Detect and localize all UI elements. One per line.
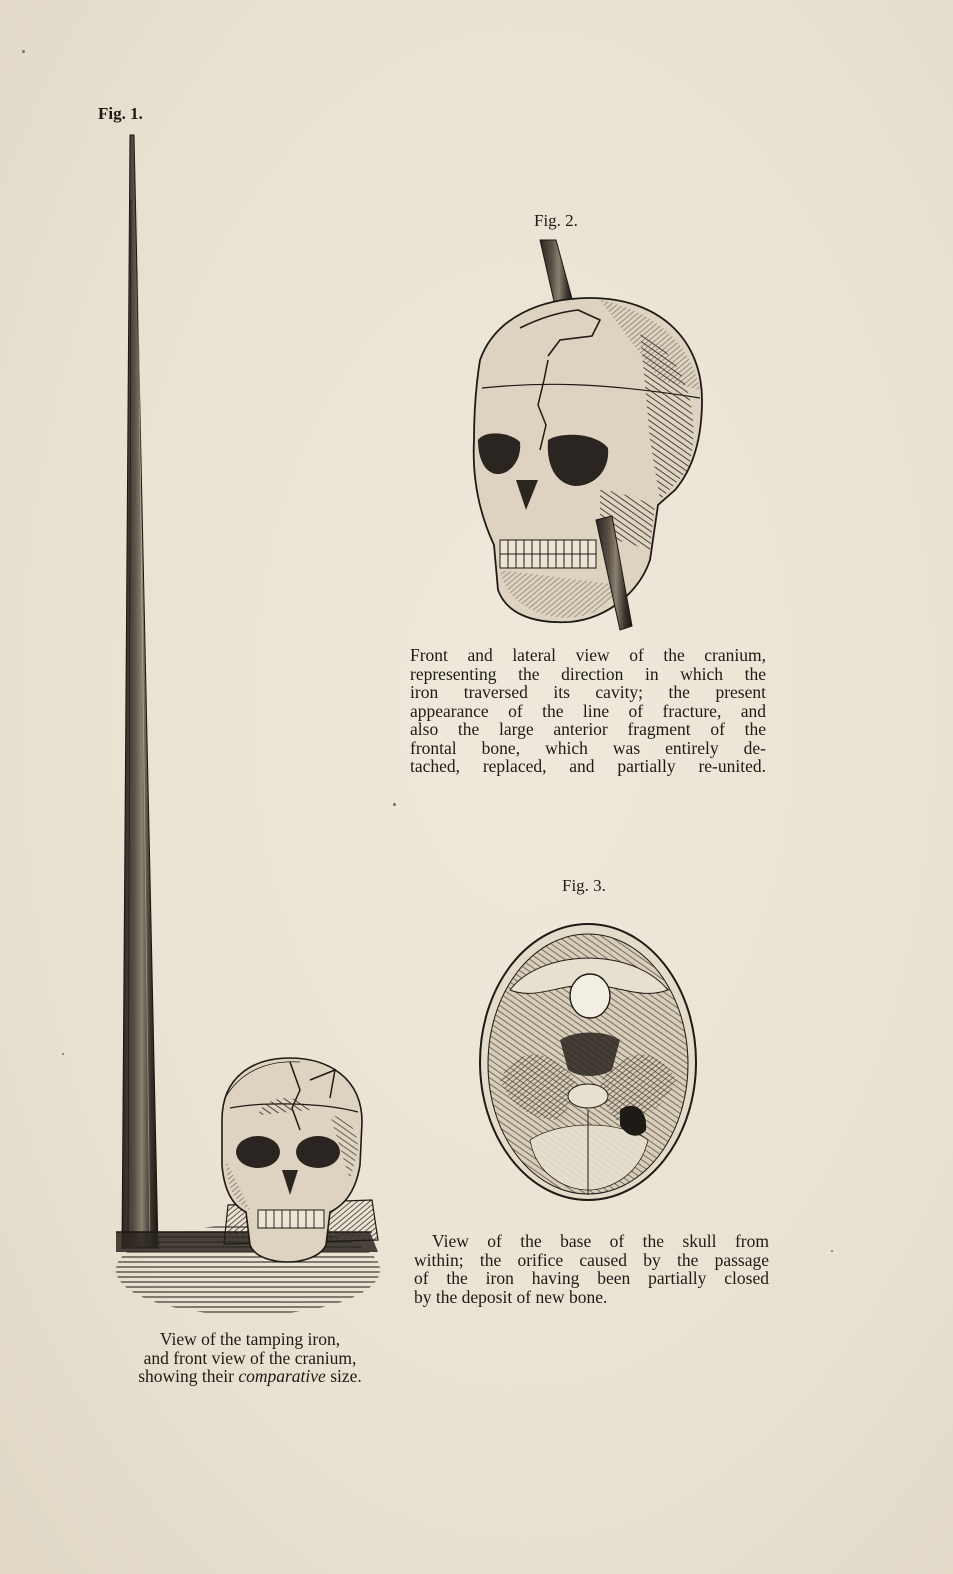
caption-line: representing the direction in which the bbox=[410, 663, 766, 684]
caption-line: within; the orifice caused by the passage bbox=[414, 1249, 769, 1270]
caption-line: View of the tamping iron, bbox=[159, 1329, 341, 1349]
caption-text: showing their bbox=[138, 1366, 239, 1386]
fig1-label: Fig. 1. bbox=[98, 104, 143, 123]
caption-line: appearance of the line of fracture, and bbox=[410, 700, 766, 721]
fig3-caption bbox=[414, 1232, 769, 1306]
caption-line: also the large anterior fragment of the bbox=[410, 719, 766, 739]
caption-italic-word: comparative bbox=[238, 1366, 326, 1386]
caption-line: iron traversed its cavity; the present bbox=[410, 682, 766, 702]
fig3-label: Fig. 3. bbox=[562, 876, 606, 895]
caption-text: size. bbox=[325, 1366, 362, 1386]
caption-line: frontal bone, which was entirely de- bbox=[410, 737, 766, 758]
caption-line: by the deposit of new bone. bbox=[414, 1286, 608, 1307]
caption-line: tached, replaced, and partially re-united. bbox=[410, 756, 766, 776]
caption-line: View of the base of the skull from bbox=[432, 1231, 769, 1251]
caption-line: Front and lateral view of the cranium, bbox=[410, 645, 766, 665]
caption-line: and front view of the cranium, bbox=[143, 1347, 357, 1368]
caption-line: of the iron having been partially closed bbox=[414, 1268, 769, 1288]
fig2-label: Fig. 2. bbox=[534, 211, 578, 230]
